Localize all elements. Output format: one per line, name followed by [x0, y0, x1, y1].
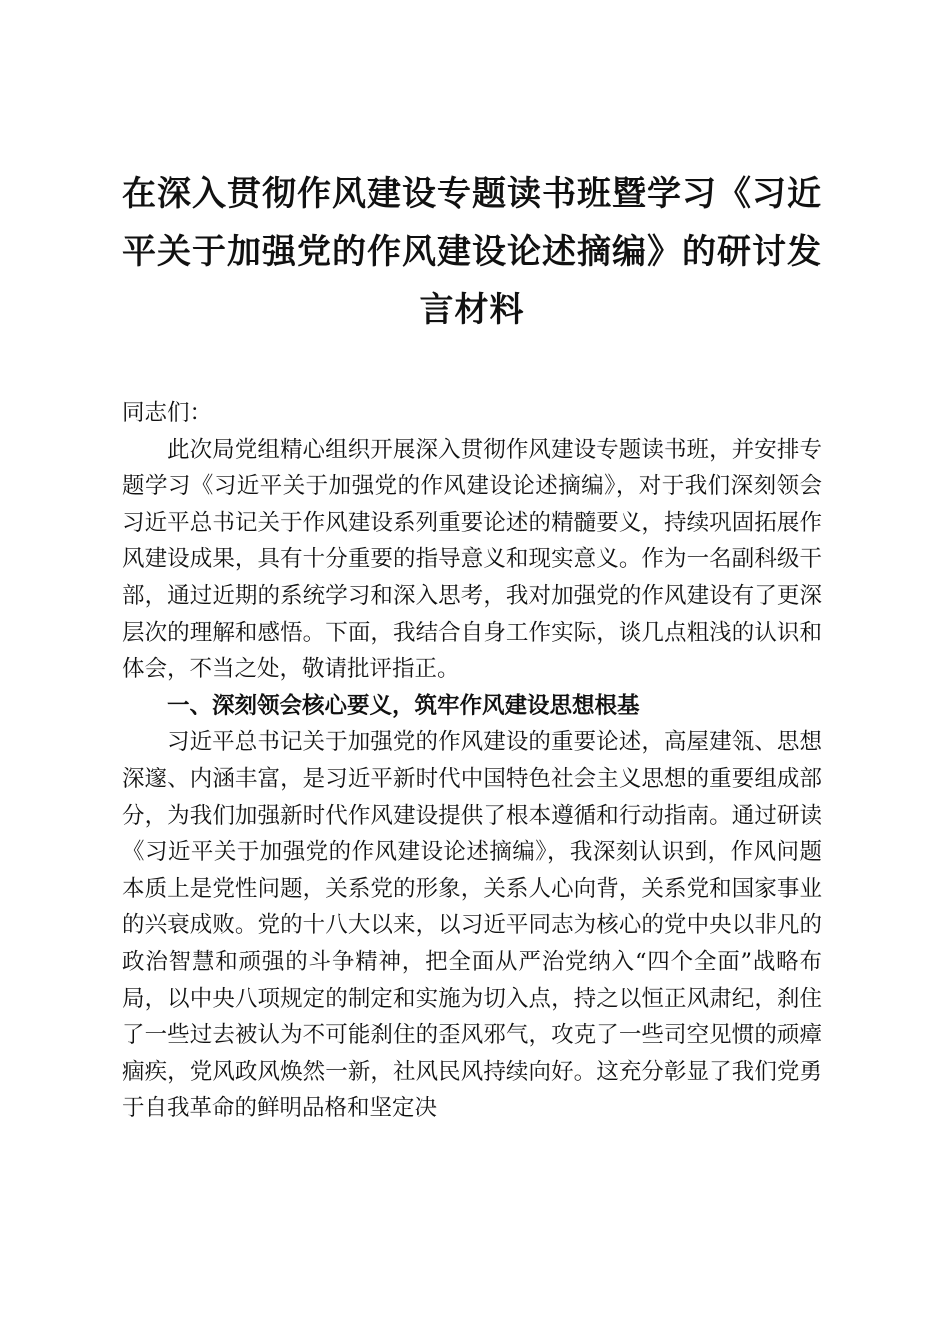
- salutation: 同志们：: [122, 400, 213, 426]
- document-page: [122, 165, 822, 1127]
- section-paragraph: 习近平总书记关于加强党的作风建设的重要论述，高屋建瓴、思想深邃、内涵丰富，是习近平新时代中国特色社会主义思想的重要组成部分，为我们加强新时代作风建设提供了根本遵循和行动指南。通过研读《习近平关于加强党的作风建设论述摘编》，我深刻认识到，作风问题本质上是党性问题，关系党的形象，关系人心向背，关系党和国家事业的兴衰成败。党的十八大以来，以习近平同志为核心的党中央以非凡的政治智慧和顽强的斗争精神，把全面从严治党纳入“四个全面”战略布局，以中央八项规定的制定和实施为切入点，持之以恒正风肃纪，刹住了一些过去被认为不可能刹住的歪风邪气，攻克了一些司空见惯的顽瘴痼疾，党风政风焕然一新，社风民风持续向好。这充分彰显了我们党勇于自我革命的鲜明品格和坚定决: [122, 729, 822, 1122]
- intro-paragraph: 此次局党组精心组织开展深入贯彻作风建设专题读书班，并安排专题学习《习近平关于加强党的作风建设论述摘编》，对于我们深刻领会习近平总书记关于作风建设系列重要论述的精髓要义，持续巩固拓展作风建设成果，具有十分重要的指导意义和现实意义。作为一名副科级干部，通过近期的系统学习和深入思考，我对加强党的作风建设有了更深层次的理解和感悟。下面，我结合自身工作实际，谈几点粗浅的认识和体会，不当之处，敬请批评指正。: [122, 436, 822, 683]
- document-body: [122, 395, 822, 1127]
- section-heading: 一、深刻领会核心要义，筑牢作风建设思想根基: [167, 692, 640, 719]
- document-title: 在深入贯彻作风建设专题读书班暨学习《习近平关于加强党的作风建设论述摘编》的研讨发言材料: [122, 174, 822, 330]
